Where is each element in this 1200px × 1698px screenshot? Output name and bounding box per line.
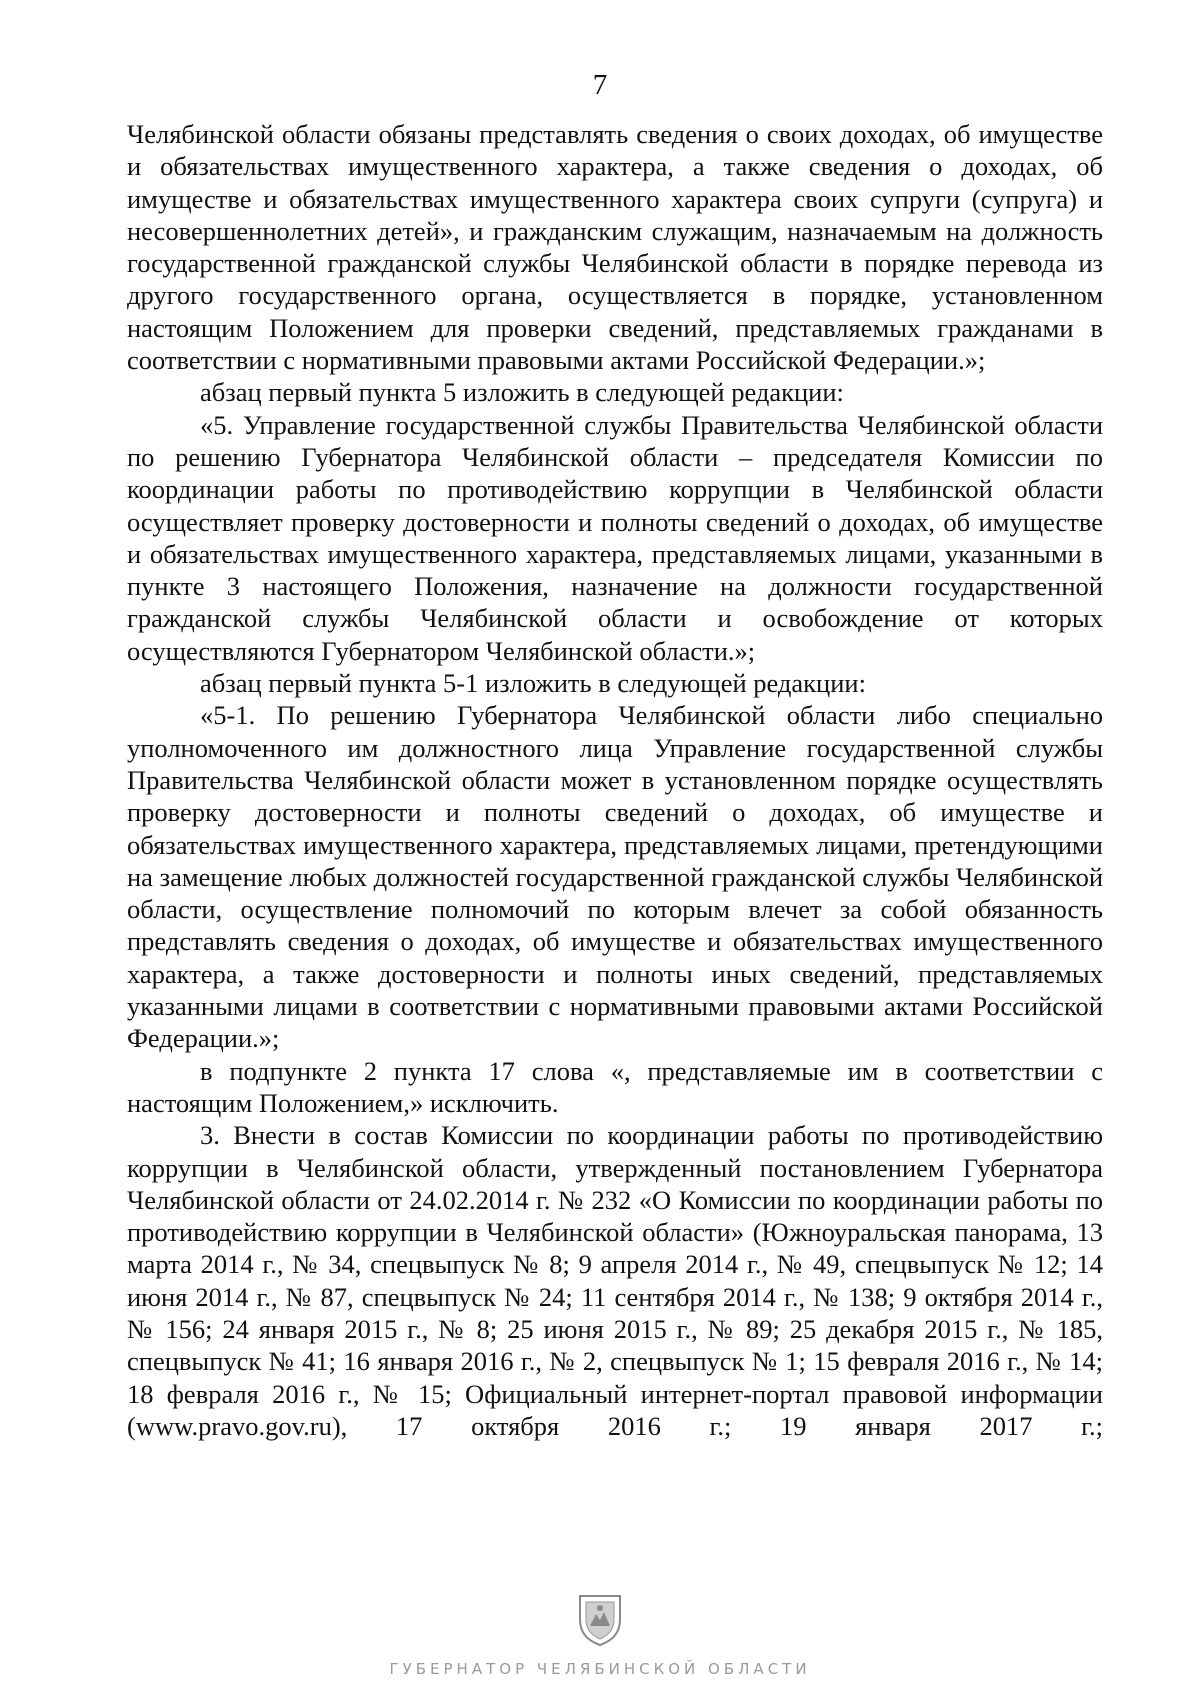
document-body xyxy=(127,118,1103,1442)
footer xyxy=(0,1590,1200,1680)
footer-issuer-text: ГУБЕРНАТОР ЧЕЛЯБИНСКОЙ ОБЛАСТИ xyxy=(389,1660,811,1678)
paragraph-amendment-p5-1-intro: абзац первый пункта 5-1 изложить в следующей редакции: xyxy=(200,668,866,699)
paragraph-amendment-p5-1-text: «5-1. По решению Губернатора Челябинской области либо специально уполномоченного им должностного лица Управление государственной службы Правительства Челябинской области может в установленном порядке осуществлять проверку достоверности и полноты сведений о доходах, об имуществе и обязательствах имущественного характера, представляемых лицами, претендующими на замещение любых должностей государственной гражданской службы Челябинской области, осуществление полномочий по которым влечет за собой обязанность представлять сведения о доходах, об имуществе и обязательствах имущественного характера, а также достоверности и полноты иных сведений, представляемых указанными лицами в соответствии с нормативными правовыми актами Российской Федерации.»; xyxy=(127,700,1103,1054)
page-number: 7 xyxy=(592,69,608,101)
paragraph-amendment-p17: в подпункте 2 пункта 17 слова «, представляемые им в соответствии с настоящим Положением,» исключить. xyxy=(127,1055,1103,1118)
coat-of-arms-icon xyxy=(572,1590,628,1648)
paragraph-item-3: 3. Внести в состав Комиссии по координации работы по противодействию коррупции в Челябинской области, утвержденный постановлением Губернатора Челябинской области от 24.02.2014 г. № 232 «О Комиссии по координации работы по противодействию коррупции в Челябинской области» (Южноуральская панорама, 13 марта 2014 г., № 34, спецвыпуск № 8; 9 апреля 2014 г., № 49, спецвыпуск № 12; 14 июня 2014 г., № 87, спецвыпуск № 24; 11 сентября 2014 г., № 138; 9 октября 2014 г., № 156; 24 января 2015 г., № 8; 25 июня 2015 г., № 89; 25 декабря 2015 г., № 185, спецвыпуск № 41; 16 января 2016 г., № 2, спецвыпуск № 1; 15 февраля 2016 г., № 14; 18 февраля 2016 г., № 15; Официальный интернет-портал правовой информации (www.pravo.gov.ru), 17 октября 2016 г.; 19 января 2017 г.; xyxy=(127,1120,1103,1441)
paragraph-amendment-p5-text: «5. Управление государственной службы Правительства Челябинской области по решению Губернатора Челябинской области – председателя Комиссии по координации работы по противодействию коррупции в Челябинской области осуществляет проверку достоверности и полноты сведений о доходах, об имуществе и обязательствах имущественного характера, представляемых лицами, указанными в пункте 3 настоящего Положения, назначение на должности государственной гражданской службы Челябинской области и освобождение от которых осуществляются Губернатором Челябинской области.»; xyxy=(127,409,1103,666)
paragraph-amendment-p5-intro: абзац первый пункта 5 изложить в следующей редакции: xyxy=(200,377,844,408)
paragraph-continuation: Челябинской области обязаны представлять сведения о своих доходах, об имуществе и обязательствах имущественного характера, а также сведения о доходах, об имуществе и обязательствах имущественного характера своих супруги (супруга) и несовершеннолетних детей», и гражданским служащим, назначаемым на должность государственной гражданской службы Челябинской области в порядке перевода из другого государственного органа, осуществляется в порядке, установленном настоящим Положением для проверки сведений, представляемых гражданами в соответствии с нормативными правовыми актами Российской Федерации.»; xyxy=(127,119,1103,376)
